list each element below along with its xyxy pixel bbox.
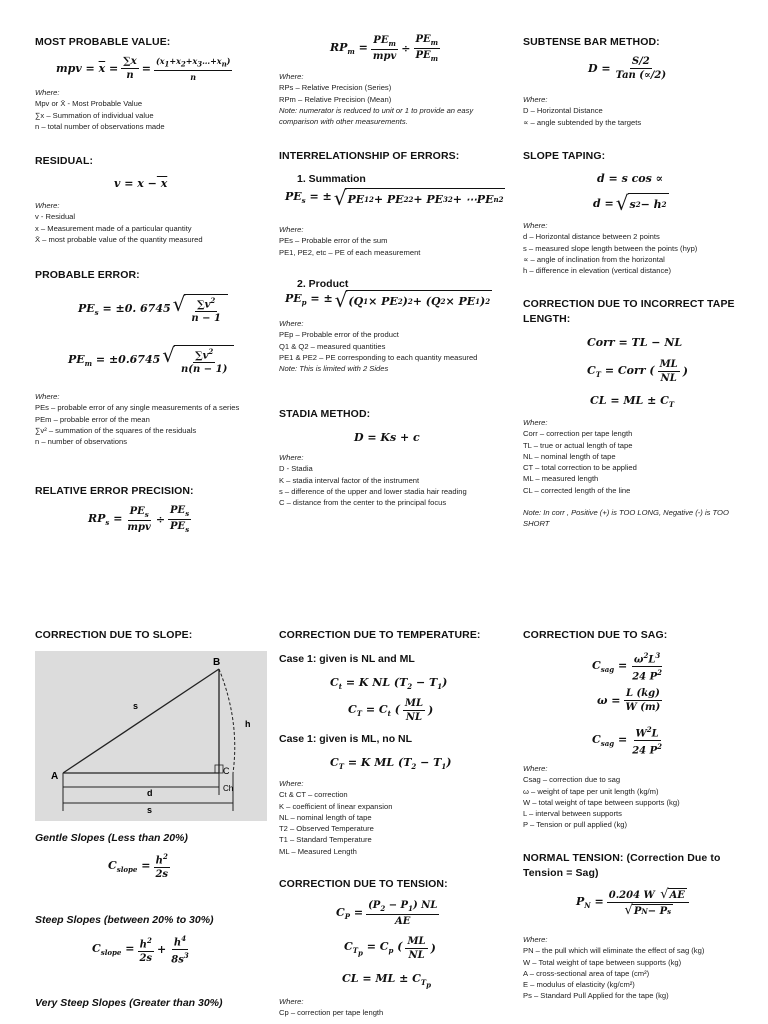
where-line: n – number of observations <box>35 437 128 447</box>
where-label: Where: <box>279 453 304 462</box>
slope-diagram <box>35 651 267 821</box>
where-label: Where: <box>35 201 60 210</box>
where-line: E – modulus of elasticity (kg/cm²) <box>523 980 635 990</box>
section-title-incorrect-length: CORRECTION DUE TO INCORRECT TAPE LENGTH: <box>523 298 735 325</box>
where-line: K – coefficient of linear expansion <box>279 801 393 811</box>
where-block-normal-tension <box>523 934 755 1002</box>
note-text: Note: In corr , Positive (+) is TOO LONG, Negative (-) is TOO SHORT <box>523 508 729 529</box>
where-line: A – cross-sectional area of tape (cm²) <box>523 968 650 978</box>
equation-subtense: D = $\frac{S/2}{\text{Tan (∝/2)}}$ <box>588 56 667 81</box>
arc-line <box>219 669 235 773</box>
label-h: h <box>245 719 251 729</box>
section-title-relative-error: RELATIVE ERROR PRECISION: <box>35 485 194 497</box>
where-line: Q1 & Q2 – measured quantities <box>279 341 386 351</box>
label-s-slope: s <box>133 701 139 711</box>
where-line: x – Measurement made of a particular quantity <box>35 223 192 233</box>
section-title-slope-taping: SLOPE TAPING: <box>523 150 606 162</box>
equation-product: $PE_p$ = ± √ (Q 1 × PE 2 ) 2 + (Q 2 × PE 1 ) 2 <box>285 288 491 312</box>
where-line: ω – weight of tape per unit length (kg/m) <box>523 786 659 796</box>
subsection-product: 2. Product <box>297 278 349 290</box>
where-line: ∝ – angle of inclination from the horizontal <box>523 254 665 264</box>
where-line: n – total number of observations made <box>35 121 165 131</box>
where-line: PEm – probable error of the mean <box>35 414 150 424</box>
where-line: NL – nominal length of tape <box>279 812 372 822</box>
where-line: Csag – correction due to sag <box>523 775 621 785</box>
where-line: TL – true or actual length of tape <box>523 440 633 450</box>
where-block-slope-taping <box>523 220 755 276</box>
slope-line <box>63 669 219 773</box>
where-line: h – difference in elevation (vertical distance) <box>523 266 672 276</box>
where-block-rp <box>279 71 511 127</box>
equation-ctp: $C_{T_p} = C_p$ ( $\frac{ML}{NL}$ ) <box>344 936 436 961</box>
equation-rpm: $RP_m$ = $\frac{PE_m}{\text{mpv}}$ ÷ $\frac{PE_m}{PE_m}$ <box>330 34 439 63</box>
where-line: T1 – Standard Temperature <box>279 835 372 845</box>
where-line: RPm – Relative Precision (Mean) <box>279 94 392 104</box>
equation-cp: $C_P$ = $\frac{(P_2 - P_1) NL}{AE}$ <box>336 900 438 927</box>
where-block-sag <box>523 763 755 831</box>
where-line: C – distance from the center to the principal focus <box>279 498 447 508</box>
where-line: Corr – correction per tape length <box>523 429 633 439</box>
where-label: Where: <box>523 764 548 773</box>
where-line: W – Total weight of tape between supports (kg) <box>523 957 682 967</box>
where-line: CL – corrected length of the line <box>523 485 631 495</box>
where-line: D – Horizontal Distance <box>523 106 603 116</box>
where-line: K – stadia interval factor of the instrument <box>279 475 420 485</box>
label-s: s <box>147 805 153 815</box>
label-ch: Ch <box>223 784 234 793</box>
section-title-tension: CORRECTION DUE TO TENSION: <box>279 878 448 890</box>
where-line: PN – the pull which will eliminate the effect of sag (kg) <box>523 946 705 956</box>
equation-pes: $PE_s = \pm 0$. 6745 √ $\frac{\sum v^2}{n - 1}$ <box>78 294 228 324</box>
where-line: P – Tension or pull applied (kg) <box>523 820 627 830</box>
where-line: ∑v² – summation of the squares of the residuals <box>35 425 197 435</box>
where-block-tension <box>279 996 511 1019</box>
where-line: PE1 & PE2 – PE corresponding to each quantity measured <box>279 352 478 362</box>
where-label: Where: <box>279 225 304 234</box>
equation-slope-taping-sqrt: d = √ s 2 − h 2 <box>593 191 667 215</box>
equation-ct-temp: $C_t = K$ NL $(T_2 - T_1)$ <box>330 676 448 692</box>
where-line: T2 – Observed Temperature <box>279 824 374 834</box>
equation-omega: ω = $\frac{L (kg)}{W (m)}$ <box>597 688 661 713</box>
where-block-subtense <box>523 94 755 128</box>
where-line: PEs – Probable error of the sum <box>279 236 388 246</box>
where-line: ML – Measured Length <box>279 846 357 856</box>
note-text: Note: This is limited with 2 Sides <box>279 364 389 374</box>
where-label: Where: <box>523 935 548 944</box>
label-a: A <box>51 771 59 782</box>
where-line: s – measured slope length between the points (hyp) <box>523 243 698 253</box>
equation-normal-tension: $P_N$ = 0.204 W √ AE √ P N − P s <box>576 888 692 917</box>
where-label: Where: <box>523 418 548 427</box>
where-line: PE1, PE2, etc – PE of each measurement <box>279 247 421 257</box>
section-title-interrelationship: INTERRELATIONSHIP OF ERRORS: <box>279 150 460 162</box>
equation-cT-temp: $C_T = C_t$ ( $\frac{ML}{NL}$ ) <box>348 698 434 723</box>
section-title-temperature: CORRECTION DUE TO TEMPERATURE: <box>279 629 481 641</box>
where-block-probable-error <box>35 391 267 447</box>
equation-corr: Corr = TL − NL <box>587 336 683 349</box>
section-title-slope-correction: CORRECTION DUE TO SLOPE: <box>35 629 193 641</box>
equation-csag-1: $C_{sag}$ = $\frac{\omega^2L^3}{24 P^2}$ <box>592 651 662 683</box>
where-line: ∑x – Summation of individual value <box>35 110 154 120</box>
note-text: Note: numerator is reduced to unit or 1 to provide an easy comparison with other measurements. <box>279 105 474 127</box>
section-title-normal-tension: NORMAL TENSION: (Correction Due to Tension = Sag) <box>523 852 721 879</box>
slope-diagram-svg <box>35 651 267 821</box>
section-title-residual: RESIDUAL: <box>35 155 94 167</box>
where-line: d – Horizontal distance between 2 points <box>523 232 660 242</box>
subsection-steep-slopes: Steep Slopes (between 20% to 30%) <box>35 914 214 926</box>
where-block-incorrect-length <box>523 417 755 530</box>
where-line: NL – nominal length of tape <box>523 451 616 461</box>
where-line: L – interval between supports <box>523 809 622 819</box>
equation-residual: v = x − x <box>114 177 168 190</box>
section-title-probable-error: PROBABLE ERROR: <box>35 269 140 281</box>
where-line: Mpv or X̄ - Most Probable Value <box>35 99 143 109</box>
equation-cT-ml: $C_T = K$ ML $(T_2 - T_1)$ <box>330 756 452 772</box>
section-title-subtense: SUBTENSE BAR METHOD: <box>523 36 660 48</box>
where-label: Where: <box>35 88 60 97</box>
where-block-mpv <box>35 87 267 132</box>
where-line: PEp – Probable error of the product <box>279 330 399 340</box>
where-block-residual <box>35 200 267 245</box>
where-line: Ps – Standard Pull Applied for the tape (kg) <box>523 991 669 1001</box>
equation-cl-tension: CL = ML ± $C_{T_p}$ <box>342 972 432 990</box>
equation-summation: $PE_s$ = ± √ PE 1 2 + PE 2 2 + PE 3 2 + ⋯PE n 2 <box>285 186 504 210</box>
where-label: Where: <box>279 997 304 1006</box>
subsection-temp-case2: Case 1: given is ML, no NL <box>279 733 413 745</box>
subsection-summation: 1. Summation <box>297 173 366 185</box>
section-title-mpv: MOST PROBABLE VALUE: <box>35 36 171 48</box>
subsection-very-steep-slopes: Very Steep Slopes (Greater than 30%) <box>35 997 223 1009</box>
where-block-product <box>279 318 511 374</box>
subsection-temp-case1: Case 1: given is NL and ML <box>279 653 415 665</box>
equation-rps: $RP_s$ = $\frac{PE_s}{\text{mpv}}$ ÷ $\frac{PE_s}{PE_s}$ <box>88 505 190 534</box>
equation-csag-2: $C_{sag}$ = $\frac{W^2L}{24 P^2}$ <box>592 725 662 757</box>
where-line: ML – measured length <box>523 474 599 484</box>
where-label: Where: <box>35 392 60 401</box>
where-block-summation <box>279 224 511 258</box>
equation-mpv: mpv = $\overline{x}$ = $\frac{\sum x}{n}$ = $\frac{(x_1+x_2+x_3\dots+x_n)}{n}$ <box>56 56 231 82</box>
equation-steep-slope: $C_{slope}$ = $\frac{h^2}{2s}$ + $\frac{h^4}{8s^3}$ <box>92 934 189 966</box>
where-line: CT – total correction to be applied <box>523 463 637 473</box>
equation-slope-taping-d: d = s cos ∝ <box>597 172 664 185</box>
where-line: Ct & CT – correction <box>279 790 348 800</box>
where-label: Where: <box>523 221 548 230</box>
where-line: ∝ – angle subtended by the targets <box>523 117 642 127</box>
equation-gentle-slope: $C_{slope}$ = $\frac{h^2}{2s}$ <box>108 852 169 881</box>
where-label: Where: <box>523 95 548 104</box>
equation-stadia: D = Ks + c <box>354 431 420 444</box>
where-line: s – difference of the upper and lower stadia hair reading <box>279 486 467 496</box>
where-line: v - Residual <box>35 212 76 222</box>
where-line: RPs – Relative Precision (Series) <box>279 83 392 93</box>
where-line: X̄ – most probable value of the quantity measured <box>35 234 203 244</box>
label-b: B <box>213 657 221 668</box>
equation-pem: $PE_m = \pm 0.6745$ √ $\frac{\sum v^2}{n(n - 1)}$ <box>68 345 234 375</box>
where-line: PEs – probable error of any single measurements of a series <box>35 403 240 413</box>
section-title-stadia: STADIA METHOD: <box>279 408 371 420</box>
where-block-stadia <box>279 452 511 508</box>
subsection-gentle-slopes: Gentle Slopes (Less than 20%) <box>35 832 188 844</box>
section-title-sag: CORRECTION DUE TO SAG: <box>523 629 668 641</box>
equation-cl: CL = ML ± $C_T$ <box>590 394 675 410</box>
where-line: W – total weight of tape between supports (kg) <box>523 797 680 807</box>
where-line: Cp – correction per tape length <box>279 1008 384 1018</box>
label-d: d <box>147 788 153 798</box>
where-block-temperature <box>279 778 511 857</box>
where-line: D - Stadia <box>279 464 313 474</box>
where-label: Where: <box>279 319 304 328</box>
equation-ct: $C_T$ = Corr ( $\frac{ML}{NL}$ ) <box>587 359 688 384</box>
where-label: Where: <box>279 72 304 81</box>
where-label: Where: <box>279 779 304 788</box>
label-c: C <box>223 766 230 776</box>
